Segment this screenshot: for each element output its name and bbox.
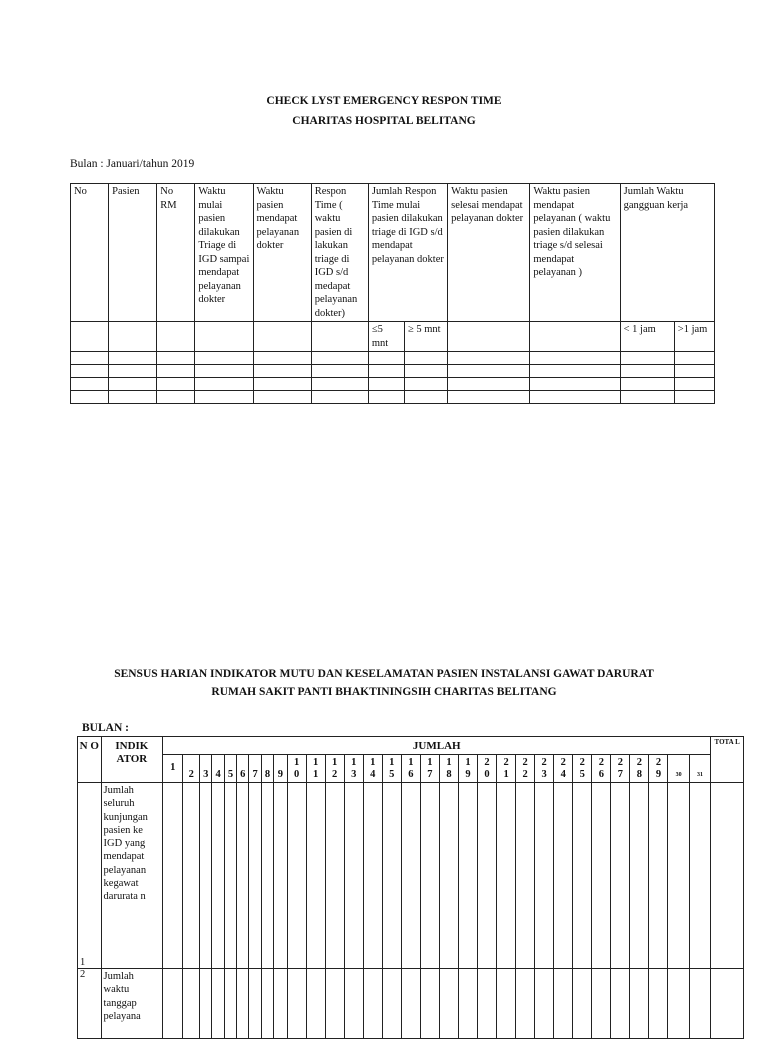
hospital-name: CHARITAS HOSPITAL BELITANG (292, 115, 476, 127)
day-19-header (458, 755, 477, 783)
day-digit: 1 (293, 757, 300, 768)
day-30-header: 30 (668, 755, 689, 783)
col-jumlah: JUMLAH (163, 737, 711, 755)
table-row (71, 391, 715, 404)
day-digit: 2 (522, 757, 528, 768)
day-cell (420, 969, 439, 1039)
day-digit: 1 (312, 757, 319, 768)
day-cell (611, 969, 630, 1039)
day-cell (363, 783, 382, 969)
day-digit: 3 (351, 769, 357, 780)
day-digit: 1 (446, 757, 452, 768)
day-digit: 6 (408, 769, 414, 780)
checklist-subheader-row (71, 322, 715, 352)
census-title: SENSUS HARIAN INDIKATOR MUTU DAN KESELAMATAN PASIEN INSTALANSI GAWAT DARURAT (114, 668, 654, 680)
day-digit: 2 (484, 757, 490, 768)
table-row (71, 365, 715, 378)
day-cell (200, 783, 212, 969)
day-digit: 5 (389, 769, 395, 780)
col-no: N O (78, 737, 102, 783)
day-digit: 4 (560, 769, 566, 780)
day-cell (200, 969, 212, 1039)
day-cell (382, 969, 401, 1039)
day-cell (630, 969, 649, 1039)
table-row (78, 969, 744, 1039)
day-cell (306, 969, 325, 1039)
day-4-header: 4 (212, 755, 224, 783)
day-cell (274, 969, 287, 1039)
day-13-header (344, 755, 363, 783)
day-cell (458, 969, 477, 1039)
day-12-header (325, 755, 344, 783)
subheader-gt1: >1 jam (674, 322, 714, 352)
day-digit: 0 (293, 769, 300, 780)
day-cell (183, 969, 200, 1039)
header-waktu-selesai: Waktu pasien selesai mendapat pelayanan dokter (448, 184, 530, 322)
census-table (77, 736, 744, 1039)
day-6-header: 6 (237, 755, 249, 783)
day-digit: 1 (312, 769, 319, 780)
row-indicator: Jumlah waktu tanggap pelayana (101, 969, 163, 1039)
row-no: 2 (78, 969, 102, 1039)
day-digit: 9 (655, 769, 662, 780)
col-indikator: INDIK ATOR (101, 737, 163, 783)
header-waktu-mulai: Waktu mulai pasien dilakukan Triage di IGD sampai mendapat pelayanan dokter (195, 184, 253, 322)
day-cell (478, 783, 497, 969)
month-label: Bulan : Januari/tahun 2019 (70, 158, 195, 170)
day-20-header (478, 755, 497, 783)
day-number-row (78, 755, 744, 783)
day-digit: 0 (484, 769, 490, 780)
day-cell (630, 783, 649, 969)
day-22-header (516, 755, 535, 783)
day-digit: 2 (636, 757, 643, 768)
day-cell (249, 783, 261, 969)
day-digit: 4 (370, 769, 376, 780)
total-cell (711, 783, 744, 969)
table-row (71, 352, 715, 365)
day-digit: 6 (598, 769, 604, 780)
day-15-header (382, 755, 401, 783)
day-cell (497, 783, 516, 969)
bulan-label: BULAN : (82, 722, 129, 734)
day-cell (249, 969, 261, 1039)
day-cell (163, 783, 183, 969)
day-cell (420, 783, 439, 969)
day-cell (573, 783, 592, 969)
row-indicator: Jumlah seluruh kunjungan pasien ke IGD yang mendapat pelayanan kegawat darurata n (101, 783, 163, 969)
header-jumlah-respon: Jumlah Respon Time mulai pasien dilakukan triage di IGD s/d mendapat pelayanan dokter (368, 184, 447, 322)
day-cell (287, 969, 306, 1039)
day-cell (224, 783, 236, 969)
day-cell (592, 969, 611, 1039)
day-cell (237, 783, 249, 969)
day-21-header (497, 755, 516, 783)
day-cell (668, 783, 689, 969)
header-gangguan-kerja: Jumlah Waktu gangguan kerja (620, 184, 714, 322)
day-cell (401, 969, 420, 1039)
day-cell (224, 969, 236, 1039)
day-cell (325, 783, 344, 969)
day-cell (261, 783, 273, 969)
day-cell (344, 969, 363, 1039)
day-digit: 1 (427, 757, 433, 768)
day-cell (689, 969, 711, 1039)
day-cell (592, 783, 611, 969)
day-28-header (630, 755, 649, 783)
day-cell (212, 783, 224, 969)
day-digit: 2 (579, 757, 585, 768)
day-digit: 3 (541, 769, 547, 780)
day-cell (401, 783, 420, 969)
document-title: CHECK LYST EMERGENCY RESPON TIME (266, 95, 502, 107)
day-31-header: 31 (689, 755, 711, 783)
day-digit: 1 (389, 757, 395, 768)
subheader-lt1: < 1 jam (620, 322, 674, 352)
day-11-header (306, 755, 325, 783)
day-digit: 1 (503, 769, 509, 780)
day-digit: 2 (560, 757, 566, 768)
header-pasien: Pasien (109, 184, 157, 322)
day-digit: 2 (522, 769, 528, 780)
day-cell (535, 969, 554, 1039)
day-cell (306, 783, 325, 969)
day-17-header (420, 755, 439, 783)
day-digit: 2 (617, 757, 623, 768)
day-2-header: 2 (183, 755, 200, 783)
header-no-rm: No RM (157, 184, 195, 322)
day-1-header: 1 (163, 755, 183, 783)
census-header-row (78, 737, 744, 755)
day-7-header: 7 (249, 755, 261, 783)
day-digit: 9 (465, 769, 471, 780)
day-3-header: 3 (200, 755, 212, 783)
day-cell (439, 783, 458, 969)
day-8-header: 8 (261, 755, 273, 783)
checklist-header-row (71, 184, 715, 322)
day-cell (163, 969, 183, 1039)
day-digit: 8 (446, 769, 452, 780)
day-cell (458, 783, 477, 969)
day-cell (287, 783, 306, 969)
day-29-header (649, 755, 668, 783)
day-5-header: 5 (224, 755, 236, 783)
day-16-header (401, 755, 420, 783)
day-digit: 1 (465, 757, 471, 768)
header-waktu-dokter: Waktu pasien mendapat pelayanan dokter (253, 184, 311, 322)
day-9-header: 9 (274, 755, 287, 783)
day-cell (689, 783, 711, 969)
table-row (78, 783, 744, 969)
day-cell (212, 969, 224, 1039)
day-26-header (592, 755, 611, 783)
subheader-le5: ≤5 mnt (368, 322, 404, 352)
day-cell (554, 969, 573, 1039)
day-cell (649, 783, 668, 969)
day-cell (573, 969, 592, 1039)
day-cell (274, 783, 287, 969)
day-digit: 1 (351, 757, 357, 768)
day-cell (497, 969, 516, 1039)
day-digit: 7 (427, 769, 433, 780)
day-digit: 1 (408, 757, 414, 768)
day-cell (363, 969, 382, 1039)
day-27-header (611, 755, 630, 783)
col-total: TOTA L (711, 737, 744, 783)
row-no: 1 (78, 783, 102, 969)
day-cell (516, 969, 535, 1039)
header-waktu-pelayanan: Waktu pasien mendapat pelayanan ( waktu pasien dilakukan triage s/d selesai mendapat pelayanan ) (530, 184, 620, 322)
day-cell (611, 783, 630, 969)
day-cell (668, 969, 689, 1039)
day-cell (516, 783, 535, 969)
day-digit: 5 (579, 769, 585, 780)
day-cell (344, 783, 363, 969)
day-cell (554, 783, 573, 969)
day-10-header (287, 755, 306, 783)
day-14-header (363, 755, 382, 783)
day-cell (382, 783, 401, 969)
day-cell (183, 783, 200, 969)
day-digit: 2 (541, 757, 547, 768)
day-cell (325, 969, 344, 1039)
day-digit: 2 (332, 769, 338, 780)
checklist-table (70, 183, 715, 404)
day-digit: 1 (332, 757, 338, 768)
day-digit: 2 (598, 757, 604, 768)
day-digit: 2 (503, 757, 509, 768)
subheader-ge5: ≥ 5 mnt (404, 322, 447, 352)
header-no: No (71, 184, 109, 322)
table-row (71, 378, 715, 391)
day-cell (478, 969, 497, 1039)
day-25-header (573, 755, 592, 783)
day-digit: 1 (370, 757, 376, 768)
day-digit: 8 (636, 769, 643, 780)
header-respon-time: Respon Time ( waktu pasien di lakukan triage di IGD s/d medapat pelayanan dokter) (311, 184, 368, 322)
day-cell (439, 969, 458, 1039)
day-24-header (554, 755, 573, 783)
total-cell (711, 969, 744, 1039)
day-digit: 2 (655, 757, 662, 768)
census-hospital-name: RUMAH SAKIT PANTI BHAKTININGSIH CHARITAS BELITANG (211, 686, 557, 698)
day-18-header (439, 755, 458, 783)
day-23-header (535, 755, 554, 783)
day-digit: 7 (617, 769, 623, 780)
day-cell (261, 969, 273, 1039)
day-cell (535, 783, 554, 969)
day-cell (649, 969, 668, 1039)
day-cell (237, 969, 249, 1039)
